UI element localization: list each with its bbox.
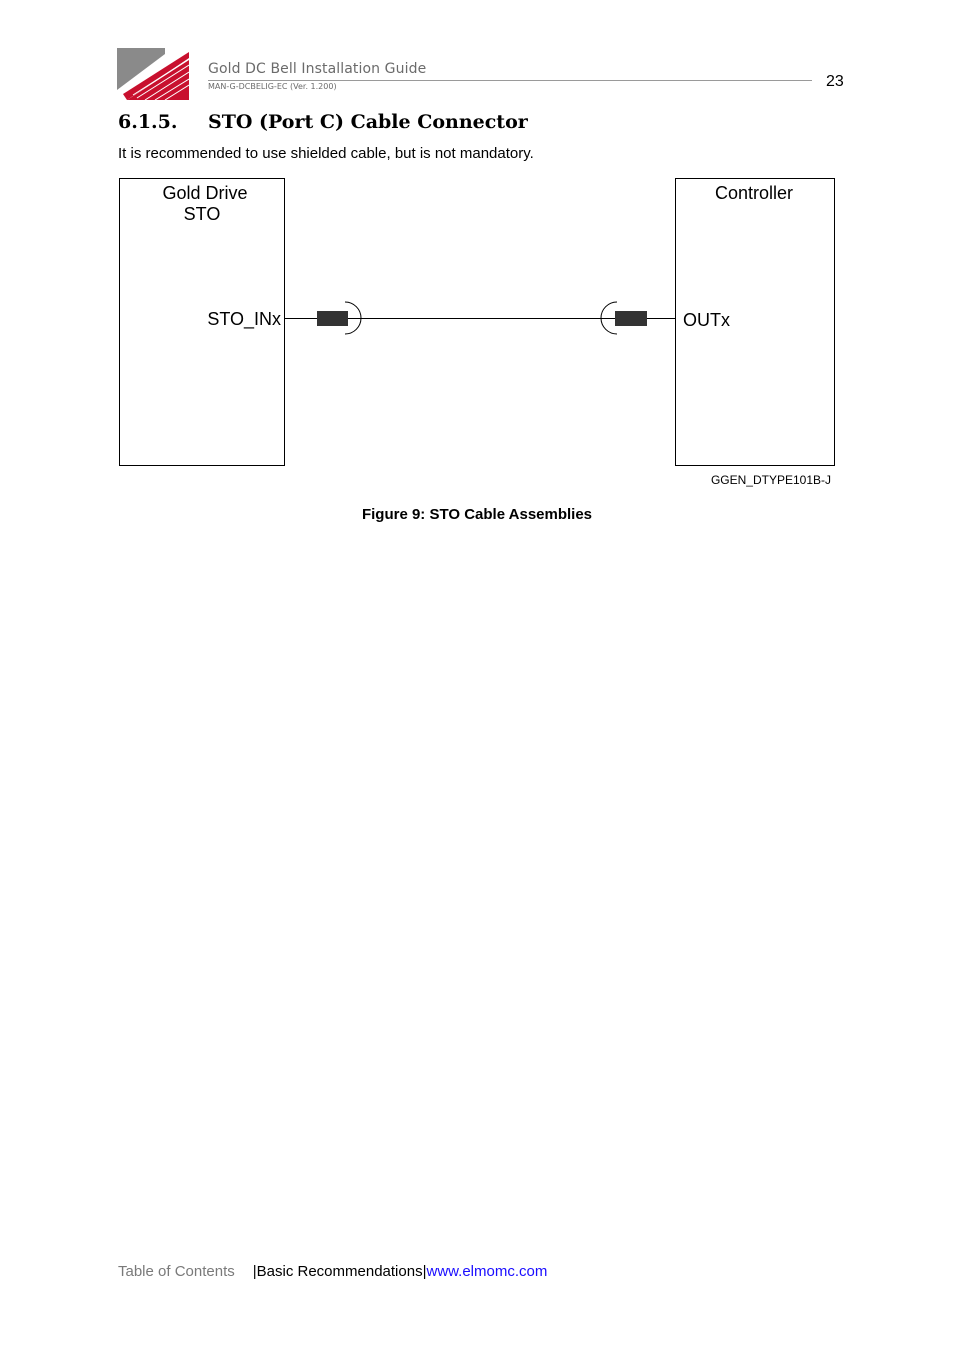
right-pin-label: OUTx [683, 310, 730, 330]
page-number: 23 [826, 73, 844, 90]
header-doc-title: Gold DC Bell Installation Guide [208, 61, 427, 77]
right-connector-body [615, 311, 647, 326]
footer [118, 1263, 547, 1280]
drawing-id: GGEN_DTYPE101B-J [710, 473, 831, 487]
section-number: 6.1.5. [118, 111, 178, 133]
footer-separator-right: | [422, 1263, 427, 1280]
left-box-title-line2: STO [183, 204, 221, 224]
section-title: STO (Port C) Cable Connector [208, 111, 528, 133]
footer-section-name: Basic Recommendations [256, 1263, 423, 1280]
left-box-title-line1: Gold Drive [162, 183, 248, 203]
footer-toc-link[interactable]: Table of Contents [118, 1263, 235, 1280]
header-doc-code: MAN-G-DCBELIG-EC (Ver. 1.200) [208, 82, 337, 91]
figure-caption: Figure 9: STO Cable Assemblies [361, 506, 593, 523]
left-connector-body [317, 311, 348, 326]
right-box-title: Controller [714, 183, 794, 203]
sto-wiring-diagram [0, 0, 954, 500]
footer-website-link[interactable]: www.elmomc.com [426, 1263, 548, 1280]
body-paragraph: It is recommended to use shielded cable, but is not mandatory. [118, 145, 534, 162]
footer-separator-left: | [252, 1263, 257, 1280]
left-pin-label: STO_INx [207, 309, 281, 329]
